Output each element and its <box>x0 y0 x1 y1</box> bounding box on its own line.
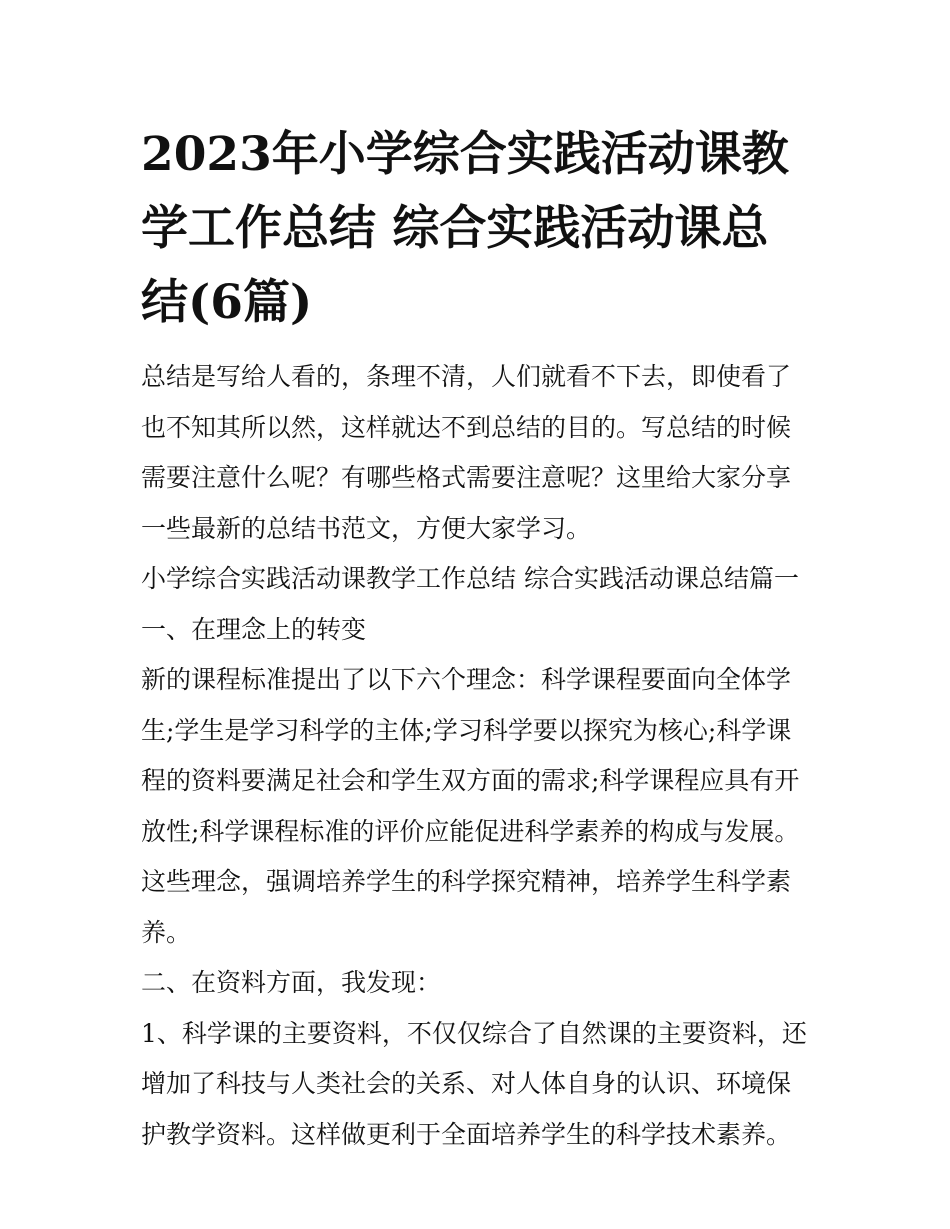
subheading-materials: 二、在资料方面，我发现： <box>141 968 442 997</box>
paragraph-six-concepts: 新的课程标准提出了以下六个理念：科学课程要面向全体学生;学生是学习科学的主体;学习科学要以探究为核心;科学课程的资料要满足社会和学生双方面的需求;科学课程应具有开放性;科学课程标准的评价应能促进科学素养的构成与发展。这些理念，强调培养学生的科学探究精神，培养学生科学素养。 <box>141 665 800 947</box>
intro-paragraph: 总结是写给人看的，条理不清，人们就看不下去，即使看了也不知其所以然，这样就达不到总结的目的。写总结的时候需要注意什么呢？有哪些格式需要注意呢？这里给大家分享一些最新的总结书范文，方便大家学习。 <box>141 362 792 543</box>
document-title: 2023年小学综合实践活动课教学工作总结 综合实践活动课总结(6篇) <box>141 127 789 330</box>
subheading-concept-change: 一、在理念上的转变 <box>141 614 367 644</box>
paragraph-materials-1: 1、科学课的主要资料，不仅仅综合了自然课的主要资料，还增加了科技与人类社会的关系、对人体自身的认识、环境保护教学资料。这样做更利于全面培养学生的科学技术素养。 <box>141 1018 807 1149</box>
section-heading: 小学综合实践活动课教学工作总结 综合实践活动课总结篇一 <box>141 564 799 593</box>
document-body <box>141 352 813 1160</box>
document-page <box>141 118 813 1160</box>
